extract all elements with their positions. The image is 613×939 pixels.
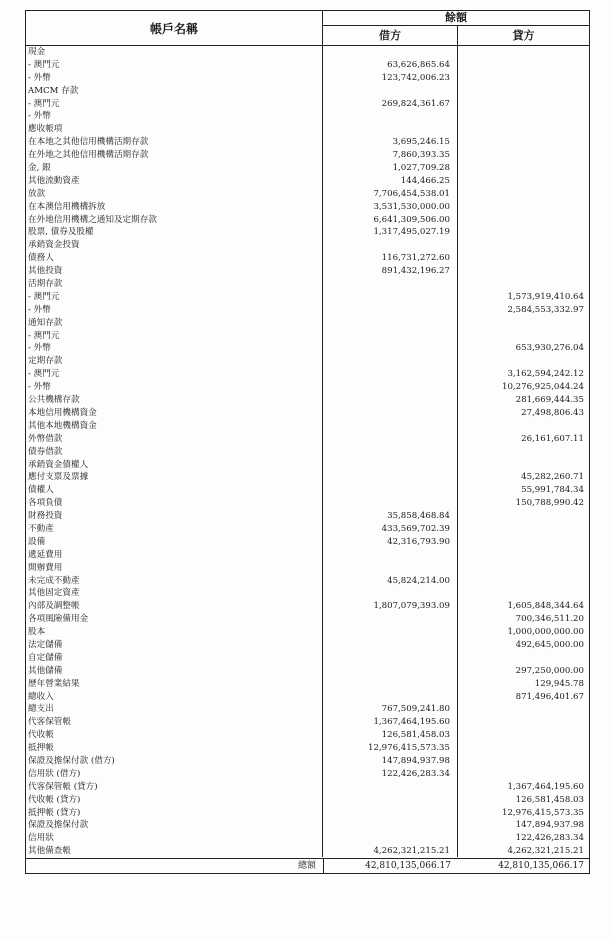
- credit-value: 55,991,784.34: [521, 485, 584, 496]
- debit-value: 147,894,937.98: [381, 755, 450, 766]
- account-name: - 外幣: [28, 72, 51, 83]
- account-name: 在外地信用機構之通知及定期存款: [28, 214, 157, 225]
- account-name: 在本地之其他信用機構活期存款: [28, 137, 149, 148]
- debit-value: 7,860,393.35: [392, 150, 450, 161]
- account-name: 歷年營業結果: [28, 678, 80, 689]
- account-name: 債券借款: [28, 446, 63, 457]
- table-row: [26, 536, 589, 549]
- credit-value: 26,161,607.11: [521, 433, 584, 444]
- table-row: [26, 665, 589, 678]
- total-credit: 42,810,135,066.17: [498, 861, 584, 872]
- account-name: - 外幣: [28, 304, 51, 315]
- column-divider: [457, 45, 458, 857]
- account-name: - 澳門元: [28, 291, 60, 302]
- credit-value: 297,250,000.00: [515, 665, 584, 676]
- account-name: 其他固定資產: [28, 588, 80, 599]
- table-row: [26, 819, 589, 832]
- credit-value: 45,282,260.71: [521, 472, 584, 483]
- table-row: [26, 175, 589, 188]
- debit-value: 35,858,468.84: [387, 511, 450, 522]
- credit-value: 1,367,464,195.60: [507, 781, 584, 792]
- account-name: 法定儲備: [28, 639, 63, 650]
- table-row: [26, 523, 589, 536]
- account-name: 應付支票及票據: [28, 472, 89, 483]
- account-name-header: 帳戶名稱: [26, 11, 323, 45]
- account-name: 其他儲備: [28, 665, 63, 676]
- account-name: 保證及擔保付款: [28, 820, 89, 831]
- account-name: 設備: [28, 536, 46, 547]
- table-row: [26, 471, 589, 484]
- account-name: - 外幣: [28, 111, 51, 122]
- debit-value: 116,731,272.60: [381, 253, 450, 264]
- table-row: [26, 149, 589, 162]
- debit-value: 144,466.25: [400, 175, 450, 186]
- table-row: [26, 72, 589, 85]
- table-row: [26, 317, 589, 330]
- credit-value: 492,645,000.00: [515, 639, 584, 650]
- debit-value: 123,742,006.23: [381, 72, 450, 83]
- table-row: [26, 781, 589, 794]
- table-row: [26, 162, 589, 175]
- table-row: [26, 459, 589, 472]
- table-row: [26, 807, 589, 820]
- table-row: [26, 355, 589, 368]
- account-name: 自定儲備: [28, 652, 63, 663]
- debit-header: 借方: [323, 26, 458, 45]
- table-body: [26, 46, 589, 858]
- total-row: [26, 858, 589, 873]
- account-name: 在外地之其他信用機構活期存款: [28, 150, 149, 161]
- account-name: 代客保管帳: [28, 717, 71, 728]
- account-name: 代客保管帳 (貸方): [28, 781, 98, 792]
- debit-value: 7,706,454,538.01: [373, 188, 450, 199]
- table-row: [26, 562, 589, 575]
- credit-value: 27,498,806.43: [521, 407, 584, 418]
- table-row: [26, 742, 589, 755]
- account-name: 承銷資金投資: [28, 240, 80, 251]
- credit-value: 1,573,919,410.64: [507, 291, 584, 302]
- column-divider: [322, 45, 323, 857]
- table-row: [26, 794, 589, 807]
- credit-value: 10,276,925,044.24: [501, 382, 584, 393]
- credit-value: 871,496,401.67: [515, 691, 584, 702]
- table-row: [26, 394, 589, 407]
- table-row: [26, 755, 589, 768]
- account-name: 承銷資金債權人: [28, 459, 89, 470]
- table-row: [26, 368, 589, 381]
- table-row: [26, 201, 589, 214]
- account-name: 保證及擔保付款 (借方): [28, 755, 115, 766]
- credit-value: 147,894,937.98: [515, 820, 584, 831]
- account-name: 本地信用機構資金: [28, 407, 97, 418]
- credit-value: 281,669,444.35: [515, 395, 584, 406]
- table-row: [26, 484, 589, 497]
- balance-header: 餘額: [323, 11, 589, 26]
- table-row: [26, 446, 589, 459]
- account-name: 外幣借款: [28, 433, 63, 444]
- credit-header: 貸方: [512, 29, 535, 42]
- account-name: 信用狀: [28, 833, 54, 844]
- account-name: 代收帳 (貸方): [28, 794, 81, 805]
- debit-value: 3,531,530,000.00: [373, 201, 450, 212]
- account-name: 抵押帳: [28, 743, 54, 754]
- account-name: 金, 銀: [28, 163, 51, 174]
- account-name: 股票, 債券及股權: [28, 227, 94, 238]
- total-debit: 42,810,135,066.17: [323, 859, 451, 873]
- account-name: 財務投資: [28, 511, 63, 522]
- account-name: 通知存款: [28, 317, 63, 328]
- table-row: [26, 613, 589, 626]
- debit-value: 4,262,321,215.21: [373, 846, 450, 857]
- debit-value: 1,027,709.28: [392, 163, 450, 174]
- table-row: [26, 110, 589, 123]
- credit-value: 3,162,594,242.12: [507, 369, 584, 380]
- debit-value: 126,581,458.03: [381, 730, 450, 741]
- table-row: [26, 226, 589, 239]
- account-name: 遞延費用: [28, 549, 63, 560]
- account-name: 其他本地機構資金: [28, 420, 97, 431]
- table-row: [26, 549, 589, 562]
- table-row: [26, 291, 589, 304]
- account-name: 債務人: [28, 253, 54, 264]
- debit-value: 1,317,495,027.19: [373, 227, 450, 238]
- account-name: 應收帳項: [28, 124, 63, 135]
- account-name: 活期存款: [28, 279, 63, 290]
- table-row: [26, 265, 589, 278]
- account-name: 現金: [28, 47, 46, 57]
- account-name: 內部及調整帳: [28, 601, 80, 612]
- credit-value: 129,945.78: [534, 678, 584, 689]
- credit-value: 1,605,848,344.64: [507, 601, 584, 612]
- table-row: [26, 575, 589, 588]
- table-row: [26, 433, 589, 446]
- account-name: - 澳門元: [28, 98, 60, 109]
- account-name: 債權人: [28, 485, 54, 496]
- account-name: 未完成不動產: [28, 575, 80, 586]
- table-row: [26, 330, 589, 343]
- debit-value: 1,367,464,195.60: [373, 717, 450, 728]
- table-row: [26, 278, 589, 291]
- debit-value: 63,626,865.64: [387, 59, 450, 70]
- table-row: [26, 497, 589, 510]
- account-name: 各項風險備用金: [28, 614, 89, 625]
- table-row: [26, 188, 589, 201]
- account-name: 定期存款: [28, 356, 63, 367]
- account-name: 其他流動資產: [28, 175, 80, 186]
- debit-value: 12,976,415,573.35: [367, 743, 450, 754]
- credit-value: 150,788,990.42: [515, 498, 584, 509]
- account-name: 開辦費用: [28, 562, 63, 573]
- account-name: 信用狀 (借方): [28, 768, 81, 779]
- account-name: - 澳門元: [28, 59, 60, 70]
- account-name: 其他備查帳: [28, 846, 71, 857]
- table-row: [26, 381, 589, 394]
- debit-value: 767,509,241.80: [381, 704, 450, 715]
- table-row: [26, 768, 589, 781]
- table-row: [26, 729, 589, 742]
- table-header: [26, 11, 589, 46]
- table-row: [26, 136, 589, 149]
- debit-value: 45,824,214.00: [387, 575, 450, 586]
- trial-balance-table: [25, 10, 590, 874]
- credit-value: 126,581,458.03: [515, 794, 584, 805]
- debit-value: 891,432,196.27: [381, 266, 450, 277]
- credit-value: 700,346,511.20: [515, 614, 584, 625]
- table-row: [26, 252, 589, 265]
- account-name: - 澳門元: [28, 330, 60, 341]
- table-row: [26, 678, 589, 691]
- debit-value: 433,569,702.39: [381, 523, 450, 534]
- table-row: [26, 239, 589, 252]
- table-row: [26, 407, 589, 420]
- table-row: [26, 420, 589, 433]
- table-row: [26, 832, 589, 845]
- debit-value: 3,695,246.15: [392, 137, 450, 148]
- account-name: - 外幣: [28, 382, 51, 393]
- credit-value: 2,584,553,332.97: [507, 304, 584, 315]
- account-name: 各項負債: [28, 498, 63, 509]
- account-name: 總收入: [28, 691, 54, 702]
- table-row: [26, 59, 589, 72]
- table-row: [26, 304, 589, 317]
- table-row: [26, 600, 589, 613]
- debit-value: 6,641,309,506.00: [373, 214, 450, 225]
- debit-value: 1,807,079,393.09: [373, 601, 450, 612]
- credit-value: 122,426,283.34: [515, 833, 584, 844]
- table-row: [26, 510, 589, 523]
- table-row: [26, 214, 589, 227]
- table-row: [26, 342, 589, 355]
- table-row: [26, 652, 589, 665]
- debit-value: 42,316,793.90: [387, 536, 450, 547]
- account-name: - 外幣: [28, 343, 51, 354]
- account-name: 股本: [28, 627, 46, 638]
- credit-value: 12,976,415,573.35: [501, 807, 584, 818]
- account-name: 在本澳信用機構拆放: [28, 201, 106, 212]
- credit-value: 4,262,321,215.21: [507, 846, 584, 857]
- table-row: [26, 716, 589, 729]
- table-row: [26, 587, 589, 600]
- account-name: 不動產: [28, 523, 54, 534]
- table-row: [26, 703, 589, 716]
- account-name: AMCM 存款: [28, 85, 79, 96]
- account-name: 其他投資: [28, 266, 63, 277]
- account-name: 總支出: [28, 704, 54, 715]
- table-row: [26, 85, 589, 98]
- account-name: - 澳門元: [28, 369, 60, 380]
- credit-value: 1,000,000,000.00: [507, 627, 584, 638]
- debit-value: 269,824,361.67: [381, 98, 450, 109]
- table-row: [26, 639, 589, 652]
- table-row: [26, 845, 589, 858]
- debit-value: 122,426,283.34: [381, 768, 450, 779]
- credit-value: 653,930,276.04: [515, 343, 584, 354]
- total-label: 總額: [297, 861, 316, 872]
- account-name: 公共機構存款: [28, 395, 80, 406]
- table-row: [26, 46, 589, 59]
- table-row: [26, 98, 589, 111]
- account-name: 放款: [28, 188, 46, 199]
- table-row: [26, 691, 589, 704]
- account-name: 代收帳: [28, 730, 54, 741]
- table-row: [26, 626, 589, 639]
- table-row: [26, 123, 589, 136]
- account-name: 抵押帳 (貸方): [28, 807, 81, 818]
